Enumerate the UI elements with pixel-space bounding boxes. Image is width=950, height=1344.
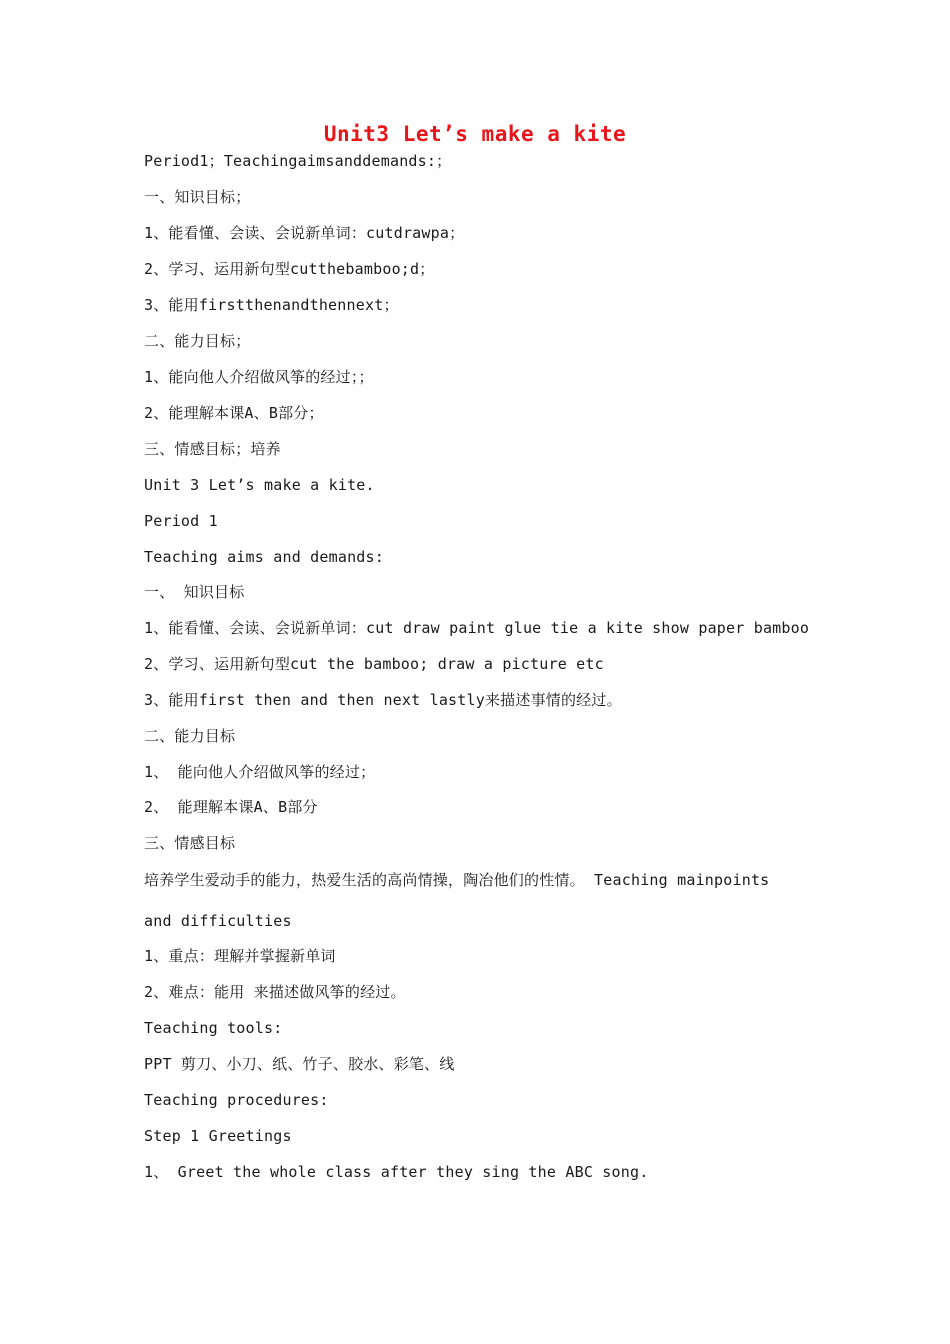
text-line: Period 1 [144,512,218,530]
text-line: 三、情感目标；培养 [144,440,281,458]
text-line: 1、能看懂、会读、会说新单词：cutdrawpa； [144,224,465,242]
text-line: 二、能力目标； [144,332,251,350]
text-line: PPT 剪刀、小刀、纸、竹子、胶水、彩笔、线 [144,1055,455,1073]
text-line: 1、 Greet the whole class after they sing the ABC song. [144,1163,649,1181]
text-line: Teaching tools: [144,1019,283,1037]
text-line: 一、知识目标； [144,188,251,206]
text-line: 3、能用firstthenandthennext； [144,296,399,314]
text-line: 二、能力目标 [144,727,236,745]
text-line: 1、能向他人介绍做风筝的经过；； [144,368,374,386]
text-line: 2、学习、运用新句型cutthebamboo;d； [144,260,435,278]
text-line: 1、能看懂、会读、会说新单词：cut draw paint glue tie a kite show paper bamboo [144,619,810,637]
document-title: Unit3 Let’s make a kite [323,122,627,146]
text-line: Step 1 Greetings [144,1127,292,1145]
text-line: 1、 能向他人介绍做风筝的经过； [144,763,376,781]
text-line: and difficulties [144,912,292,930]
text-line: 一、 知识目标 [144,583,245,601]
text-line: 3、能用first then and then next lastly来描述事情的经过。 [144,691,622,709]
text-line: 2、难点：能用 来描述做风筝的经过。 [144,983,406,1001]
text-line: 2、 能理解本课A、B部分 [144,798,318,816]
text-line: 1、重点：理解并掌握新单词 [144,947,336,965]
text-line: 三、情感目标 [144,834,236,852]
text-line: 2、学习、运用新句型cut the bamboo; draw a picture etc [144,655,604,673]
text-line: 培养学生爱动手的能力，热爱生活的高尚情操，陶冶他们的性情。 Teaching mainpoints [144,871,770,889]
text-line: Teaching procedures: [144,1091,329,1109]
text-line: Unit 3 Let’s make a kite. [144,476,375,494]
text-line: 2、能理解本课A、B部分； [144,404,324,422]
text-line: Teaching aims and demands: [144,548,384,566]
text-line: Period1；Teachingaimsanddemands:； [144,152,452,170]
